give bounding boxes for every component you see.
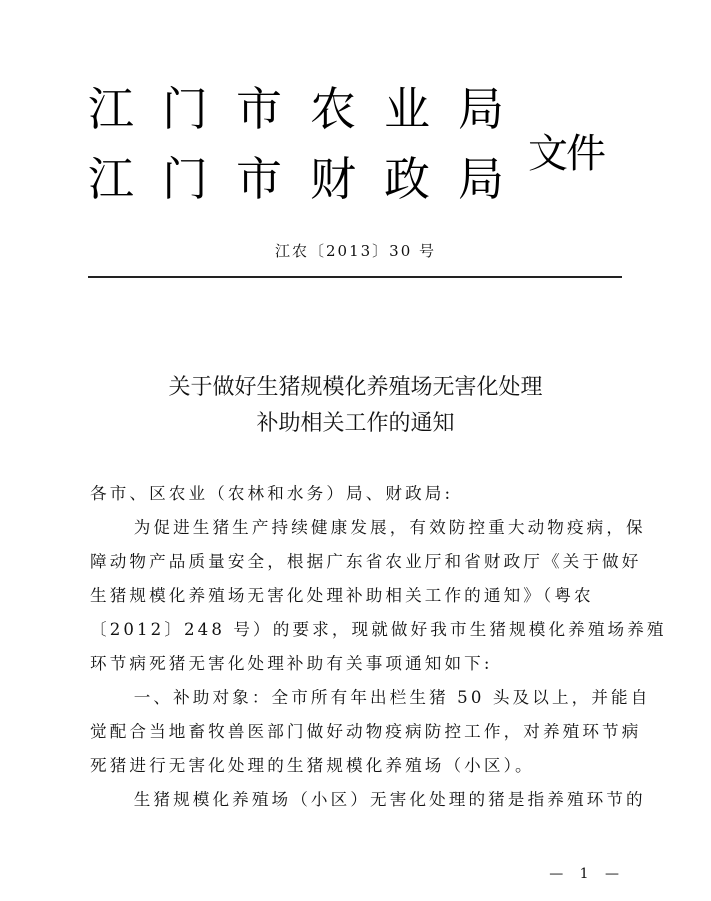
- document-title-line-2: 补助相关工作的通知: [256, 411, 455, 436]
- paragraph-line: 一、补助对象：全市所有年出栏生猪 50 头及以上，并能自: [114, 688, 651, 707]
- document-label: 文件: [528, 131, 604, 177]
- separator-rule: [88, 276, 622, 278]
- paragraph-line: 环节病死猪无害化处理补助有关事项通知如下:: [90, 654, 493, 673]
- issuing-organization-2: 江门市财政局: [88, 152, 532, 206]
- paragraph-line: 障动物产品质量安全，根据广东省农业厅和省财政厅《关于做好: [90, 552, 642, 571]
- paragraph-line: 〔2012〕248 号）的要求，现就做好我市生猪规模化养殖场养殖: [90, 620, 667, 639]
- issuing-organization-1: 江门市农业局: [88, 82, 532, 136]
- document-title-line-1: 关于做好生猪规模化养殖场无害化处理: [168, 375, 543, 400]
- page-number: — 1 —: [549, 866, 625, 882]
- paragraph-line: 为促进生猪生产持续健康发展，有效防控重大动物疫病，保: [114, 518, 646, 537]
- paragraph-line: 生猪规模化养殖场（小区）无害化处理的猪是指养殖环节的: [114, 790, 646, 809]
- paragraph-line: 觉配合当地畜牧兽医部门做好动物疫病防控工作，对养殖环节病: [90, 722, 642, 741]
- document-number: 江农〔2013〕30 号: [274, 242, 437, 260]
- paragraph-line: 死猪进行无害化处理的生猪规模化养殖场（小区）。: [90, 756, 535, 775]
- paragraph-line: 生猪规模化养殖场无害化处理补助相关工作的通知》（粤农: [90, 586, 594, 605]
- salutation: 各市、区农业（农林和水务）局、财政局:: [90, 484, 454, 503]
